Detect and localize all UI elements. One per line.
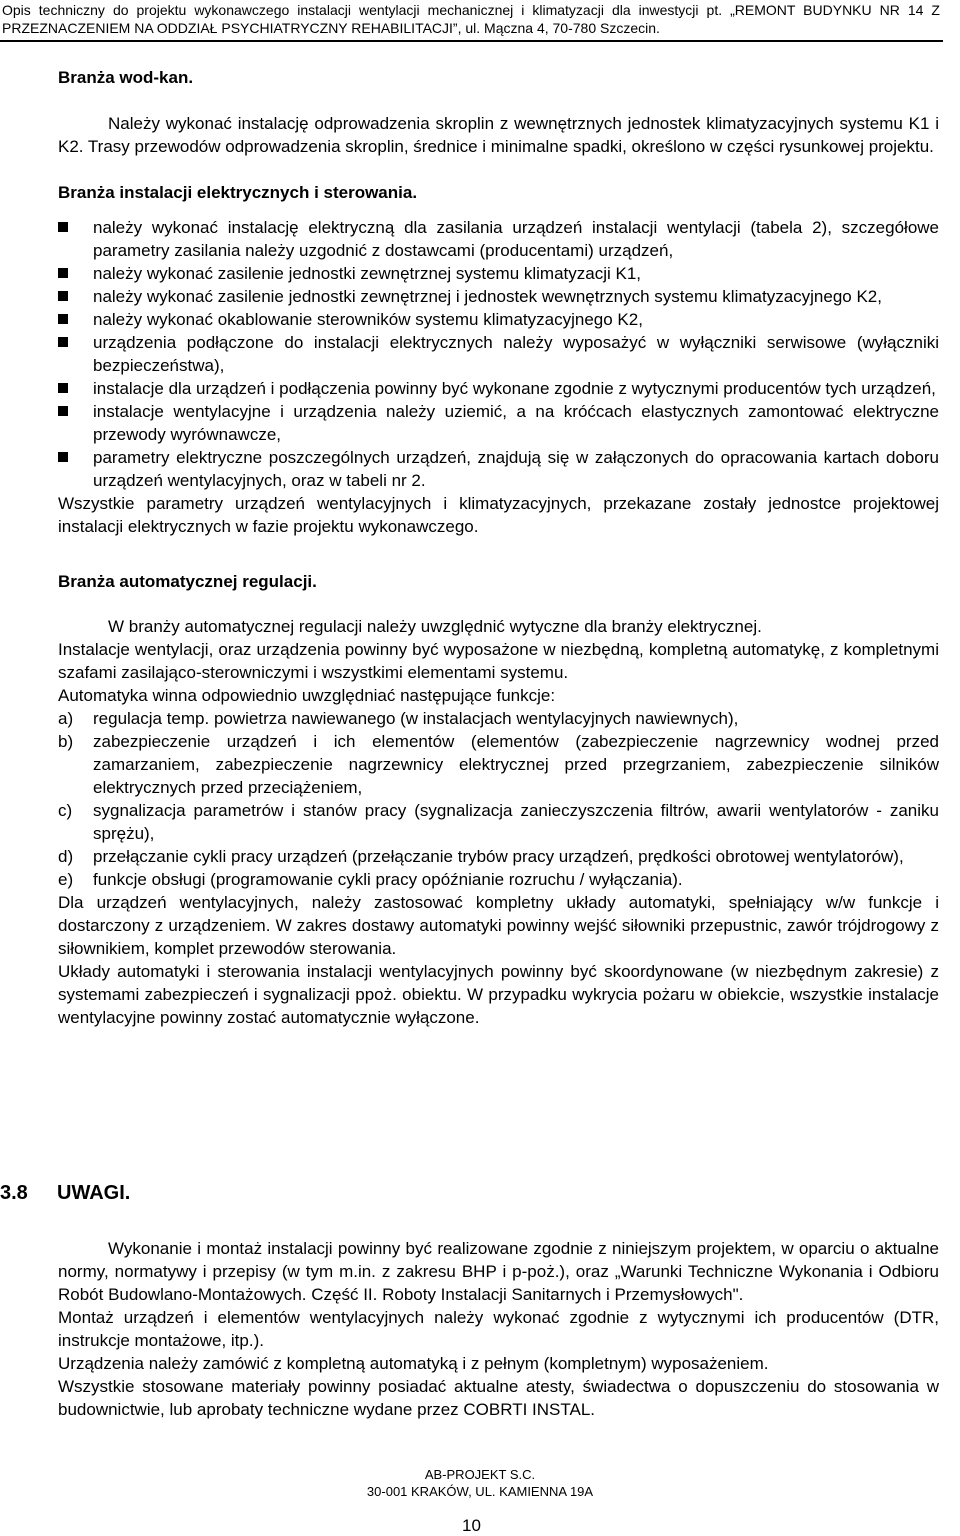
electrical-bullet-list (58, 216, 939, 492)
list-item (58, 216, 939, 262)
list-item-marker: d) (58, 847, 74, 866)
header-title-line-1: Opis techniczny do projektu wykonawczego instalacji wentylacji mechanicznej i klimatyzacji dla inwestycji pt. „REMONT BUDYNKU NR 14 Z (2, 2, 940, 18)
document-body (58, 66, 939, 1029)
automation-paragraph-2: Automatyka winna odpowiednio uwzględniać następujące funkcje: (58, 686, 556, 705)
list-item-text: sygnalizacja parametrów i stanów pracy (sygnalizacja zanieczyszczenia filtrów, awarii wentylatorów - zaniku sprężu), (93, 801, 939, 843)
list-item-marker: a) (58, 709, 74, 728)
electrical-closing-paragraph: Wszystkie parametry urządzeń wentylacyjnych i klimatyzacyjnych, przekazane zostały jednostce projektowej instalacji elektrycznych w fazie projektu wykonawczego. (58, 494, 939, 536)
automation-intro: W branży automatycznej regulacji należy uwzględnić wytyczne dla branży elektrycznej. (108, 617, 762, 636)
list-item (58, 446, 939, 492)
page-header (0, 0, 960, 42)
list-item-text: instalacje dla urządzeń i podłączenia powinny być wykonane zgodnie z wytycznymi producentów tych urządzeń, (93, 379, 936, 398)
section-number: 3.8 (0, 1182, 28, 1204)
list-item (58, 799, 939, 845)
header-divider (0, 40, 943, 42)
list-item-marker: b) (58, 732, 74, 751)
list-item (58, 868, 939, 891)
automation-functions-list (58, 707, 939, 891)
square-bullet-icon (58, 291, 68, 301)
list-item (58, 707, 939, 730)
automation-paragraph-3: Dla urządzeń wentylacyjnych, należy zastosować kompletny układy automatyki, spełniający w/w funkcje i dostarczony z urządzeniem. W zakres dostawy automatyki powinny wejść siłowniki przepustnic, zawór trójdrogowy z siłownikiem, komplet przewodów sterowania. (58, 893, 939, 958)
notes-paragraph-1: Wykonanie i montaż instalacji powinny być realizowane zgodnie z niniejszym projektem, w oparciu o aktualne normy, normatywy i przepisy (w tym m.in. z zakresu BHP i p-poż.), oraz „Warunki Techniczne Wykonania i Odbioru Robót Budowlano-Montażowych. Część II. Roboty Instalacji Sanitarnych i Przemysłowych". (58, 1239, 939, 1304)
notes-paragraph-4: Wszystkie stosowane materiały powinny posiadać aktualne atesty, świadectwa o dopuszczeniu do stosowania w budownictwie, lub aprobaty techniczne wydane przez COBRTI INSTAL. (58, 1377, 939, 1419)
list-item (58, 730, 939, 799)
footer-company: AB-PROJEKT S.C. (424, 1467, 536, 1482)
automation-heading: Branża automatycznej regulacji. (58, 572, 317, 591)
page-number: 10 (462, 1516, 481, 1535)
list-item (58, 331, 939, 377)
list-item-text: należy wykonać zasilenie jednostki zewnętrznej systemu klimatyzacji K1, (93, 264, 642, 283)
wodkan-heading: Branża wod-kan. (58, 68, 194, 87)
square-bullet-icon (58, 337, 68, 347)
page-footer (0, 1466, 960, 1500)
list-item-marker: e) (58, 870, 74, 889)
list-item-marker: c) (58, 801, 73, 820)
square-bullet-icon (58, 268, 68, 278)
list-item (58, 308, 939, 331)
list-item-text: instalacje wentylacyjne i urządzenia należy uziemić, a na króćcach elastycznych zamontować elektryczne przewody wyrównawcze, (93, 402, 939, 444)
list-item (58, 285, 939, 308)
square-bullet-icon (58, 383, 68, 393)
list-item-text: funkcje obsługi (programowanie cykli pracy opóźnianie rozruchu / wyłączania). (93, 870, 683, 889)
list-item-text: należy wykonać okablowanie sterowników systemu klimatyzacyjnego K2, (93, 310, 643, 329)
notes-paragraph-2: Montaż urządzeń i elementów wentylacyjnych należy wykonać zgodnie z wytycznymi ich producentów (DTR, instrukcje montażowe, itp.). (58, 1308, 939, 1350)
list-item (58, 845, 939, 868)
list-item-text: należy wykonać instalację elektryczną dla zasilania urządzeń instalacji wentylacji (tabela 2), szczegółowe parametry zasilania należy uzgodnić z dostawcami (producentami) urządzeń, (93, 218, 939, 260)
list-item-text: należy wykonać zasilenie jednostki zewnętrznej i jednostek wewnętrznych systemu klimatyzacyjnego K2, (93, 287, 882, 306)
section-heading-uwagi (0, 1180, 130, 1206)
header-title-line-2: PRZEZNACZENIEM NA ODDZIAŁ PSYCHIATRYCZNY REHABILITACJI”, ul. Mączna 4, 70-780 Szczecin. (2, 20, 660, 36)
notes-paragraph-3: Urządzenia należy zamówić z kompletną automatyką i z pełnym (kompletnym) wyposażeniem. (58, 1354, 769, 1373)
list-item (58, 262, 939, 285)
square-bullet-icon (58, 452, 68, 462)
list-item (58, 377, 939, 400)
square-bullet-icon (58, 222, 68, 232)
list-item (58, 400, 939, 446)
wodkan-paragraph: Należy wykonać instalację odprowadzenia skroplin z wewnętrznych jednostek klimatyzacyjnych systemu K1 i K2. Trasy przewodów odprowadzenia skroplin, średnice i minimalne spadki, określono w części rysunkowej projektu. (58, 114, 939, 156)
list-item-text: parametry elektryczne poszczególnych urządzeń, znajdują się w załączonych do opracowania kartach doboru urządzeń wentylacyjnych, oraz w tabeli nr 2. (93, 448, 939, 490)
automation-paragraph-4: Układy automatyki i sterowania instalacji wentylacyjnych powinny być skoordynowane (w niezbędnym zakresie) z systemami zabezpieczeń i sygnalizacji ppoż. obiektu. W przypadku wykrycia pożaru w obiekcie, wszystkie instalacje wentylacyjne powinny zostać automatycznie wyłączone. (58, 962, 939, 1027)
electrical-heading: Branża instalacji elektrycznych i sterowania. (58, 183, 418, 202)
square-bullet-icon (58, 406, 68, 416)
automation-paragraph-1: Instalacje wentylacji, oraz urządzenia powinny być wyposażone w niezbędną, kompletną automatykę, z kompletnymi szafami zasilająco-sterowniczymi i wszystkimi elementami systemu. (58, 640, 939, 682)
section-title: UWAGI. (57, 1182, 131, 1204)
list-item-text: regulacja temp. powietrza nawiewanego (w instalacjach wentylacyjnych nawiewnych), (93, 709, 739, 728)
square-bullet-icon (58, 314, 68, 324)
list-item-text: zabezpieczenie urządzeń i ich elementów (elementów (zabezpieczenie nagrzewnicy wodnej przed zamarzaniem, zabezpieczenie nagrzewnicy elektrycznej przed przegrzaniem, zabezpieczenie silników elektrycznych przed przeciążeniem, (93, 732, 939, 797)
list-item-text: urządzenia podłączone do instalacji elektrycznych należy wyposażyć w wyłączniki serwisowe (wyłączniki bezpieczeństwa), (93, 333, 939, 375)
list-item-text: przełączanie cykli pracy urządzeń (przełączanie trybów pracy urządzeń, prędkości obrotowej wentylatorów), (93, 847, 904, 866)
notes-body (58, 1237, 939, 1421)
footer-address: 30-001 KRAKÓW, UL. KAMIENNA 19A (366, 1484, 594, 1499)
